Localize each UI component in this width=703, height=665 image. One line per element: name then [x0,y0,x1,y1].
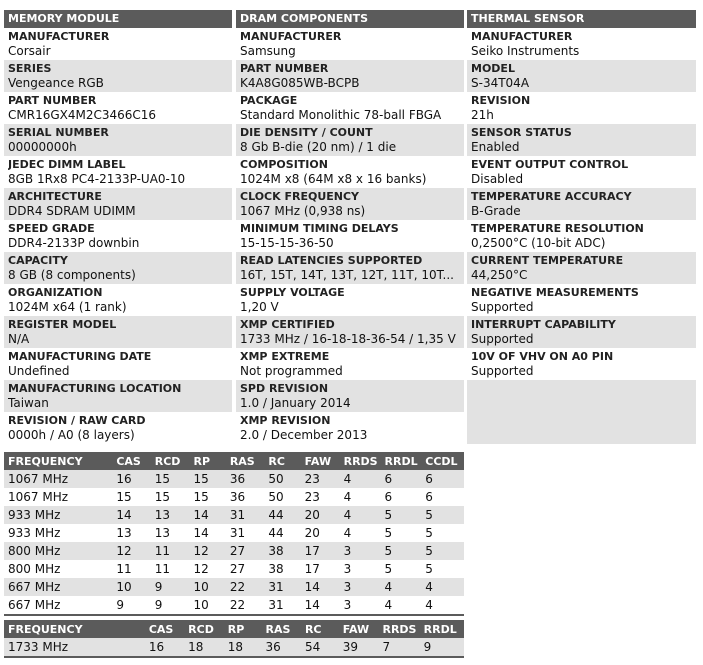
info-value: Taiwan [8,396,49,410]
info-cell [4,188,232,220]
info-label: TEMPERATURE RESOLUTION [471,222,644,235]
table-cell: 5 [381,542,422,560]
info-label: DIE DENSITY / COUNT [240,126,373,139]
table-cell: 15 [193,490,209,504]
info-value: 8GB 1Rx8 PC4-2133P-UA0-10 [8,172,186,186]
table-cell: 20 [304,526,320,540]
table-cell: 15 [189,470,225,488]
info-value: 8 GB (8 components) [8,268,136,282]
dram-components-header: DRAM COMPONENTS [236,10,464,28]
info-label: REVISION [471,94,531,107]
info-label: 10V OF VHV ON A0 PIN [471,350,614,363]
info-value: 1733 MHz / 16-18-18-36-54 / 1,35 V [240,332,456,346]
info-value: 44,250°C [471,268,528,282]
info-value: 1067 MHz (0,938 ns) [240,204,366,218]
info-cell [236,380,464,412]
table-cell: 22 [226,596,265,615]
info-cell [236,412,464,444]
info-label: SERIAL NUMBER [8,126,109,139]
table-cell: 6 [384,490,393,504]
info-label: EVENT OUTPUT CONTROL [471,158,629,171]
table-cell: 3 [340,596,381,615]
info-value: Supported [471,300,534,314]
table-cell: 31 [229,526,246,540]
info-label: MANUFACTURER [471,30,573,43]
info-cell [4,28,232,60]
table-cell: 23 [304,490,320,504]
column-header: CAS [145,620,184,638]
table-cell: 9 [151,578,190,596]
table-row [4,542,464,560]
info-label: CURRENT TEMPERATURE [471,254,624,267]
table-cell: 5 [421,506,464,524]
table-cell: 20 [301,506,340,524]
table-cell: 9 [151,596,190,615]
info-label: MODEL [471,62,515,75]
table-cell: 17 [301,542,340,560]
info-label: CAPACITY [8,254,68,267]
table-cell: 27 [226,542,265,560]
info-cell [467,124,696,156]
memory-module-header: MEMORY MODULE [4,10,232,28]
info-cell [4,156,232,188]
column-header: RC [264,452,300,470]
info-cell [4,380,232,412]
table-cell: 36 [226,470,265,488]
table-cell: 18 [224,638,262,657]
info-label: XMP REVISION [240,414,331,427]
table-cell: 15 [154,490,171,504]
thermal-empty-area [467,380,696,444]
info-value: Supported [471,332,534,346]
column-header: RAS [226,452,265,470]
info-label: SUPPLY VOLTAGE [240,286,345,299]
table-cell: 36 [229,490,246,504]
info-cell [4,412,232,444]
table-cell: 1733 MHz [4,638,145,657]
info-label: INTERRUPT CAPABILITY [471,318,616,331]
info-label: SERIES [8,62,52,75]
info-value: 1,20 V [240,300,279,314]
info-label: REGISTER MODEL [8,318,117,331]
table-cell: 50 [268,490,284,504]
info-value: 0,2500°C (10-bit ADC) [471,236,606,250]
info-value: S-34T04A [471,76,530,90]
table-cell: 5 [384,562,393,576]
info-label: NEGATIVE MEASUREMENTS [471,286,639,299]
table-cell: 12 [112,542,150,560]
info-label: MANUFACTURER [240,30,342,43]
info-cell [467,92,696,124]
info-label: READ LATENCIES SUPPORTED [240,254,423,267]
table-row [4,470,464,488]
table-cell: 4 [343,526,352,540]
table-cell: 4 [421,596,464,615]
table-cell: 16 [145,638,184,657]
info-cell [467,60,696,92]
table-cell: 4 [340,470,381,488]
table-cell: 10 [112,578,150,596]
info-cell [236,156,464,188]
info-cell [467,156,696,188]
table-cell: 13 [154,526,171,540]
info-cell [236,92,464,124]
info-value: 2.0 / December 2013 [240,428,368,442]
info-cell [4,284,232,316]
table-cell: 4 [340,506,381,524]
info-value: Seiko Instruments [471,44,580,58]
table-cell: 3 [340,578,381,596]
table-cell: 6 [421,470,464,488]
info-value: Supported [471,364,534,378]
thermal-sensor-header: THERMAL SENSOR [467,10,696,28]
table-cell: 10 [189,578,225,596]
table-row [4,596,464,615]
table-cell: 3 [340,542,381,560]
info-value: DDR4 SDRAM UDIMM [8,204,136,218]
info-cell [236,284,464,316]
table-cell: 11 [151,542,190,560]
column-header: RRDL [420,620,464,638]
info-value: 8 Gb B-die (20 nm) / 1 die [240,140,397,154]
info-value: 16T, 15T, 14T, 13T, 12T, 11T, 10T... [240,268,454,282]
table-cell: 38 [268,562,284,576]
info-label: JEDEC DIMM LABEL [8,158,126,171]
column-header: RCD [151,452,190,470]
table-cell: 54 [301,638,339,657]
memory-module-rows [4,28,232,444]
thermal-sensor-column [467,10,696,444]
table-cell: 31 [264,596,300,615]
table-cell: 12 [189,542,225,560]
table-cell: 38 [264,542,300,560]
info-label: MANUFACTURER [8,30,110,43]
info-cell [4,220,232,252]
jedec-timings-table [4,452,464,616]
info-label: PART NUMBER [8,94,97,107]
table-row [4,578,464,596]
table-cell: 31 [264,578,300,596]
info-label: MANUFACTURING LOCATION [8,382,182,395]
table-cell: 15 [116,490,132,504]
memory-module-column [4,10,232,444]
table-cell: 667 MHz [4,578,112,596]
info-cell [467,316,696,348]
info-value: 15-15-15-36-50 [240,236,334,250]
column-header: RRDS [378,620,419,638]
table-cell: 16 [112,470,150,488]
table-cell: 5 [384,526,393,540]
info-value: 21h [471,108,494,122]
table-cell: 44 [268,526,284,540]
table-cell: 933 MHz [8,526,61,540]
info-value: Corsair [8,44,51,58]
info-cell [4,252,232,284]
info-label: SPD REVISION [240,382,329,395]
info-cell [467,348,696,380]
info-value: Undefined [8,364,70,378]
info-cell [4,92,232,124]
info-value: Disabled [471,172,524,186]
info-value: 1024M x64 (1 rank) [8,300,127,314]
dram-components-column [236,10,464,444]
info-cell [4,316,232,348]
dram-components-rows [236,28,464,444]
table-row [4,524,464,542]
info-label: SENSOR STATUS [471,126,572,139]
info-label: MINIMUM TIMING DELAYS [240,222,399,235]
column-header: FREQUENCY [4,620,145,638]
table-cell: 15 [151,470,190,488]
column-header: RP [189,452,225,470]
table-cell: 800 MHz [4,542,112,560]
table-cell: 36 [262,638,301,657]
thermal-sensor-rows [467,28,696,380]
table-cell: 22 [226,578,265,596]
table-header-row [4,620,464,638]
info-cell [236,220,464,252]
info-value: 1.0 / January 2014 [240,396,351,410]
info-cell [236,60,464,92]
table-cell: 6 [425,490,433,504]
table-cell: 9 [112,596,150,615]
info-cell [467,284,696,316]
info-cell [236,348,464,380]
table-cell: 933 MHz [4,506,112,524]
table-cell: 14 [189,506,225,524]
info-label: CLOCK FREQUENCY [240,190,360,203]
info-value: Not programmed [240,364,343,378]
info-value: CMR16GX4M2C3466C16 [8,108,157,122]
table-cell: 27 [229,562,246,576]
info-label: XMP CERTIFIED [240,318,335,331]
table-cell: 44 [264,506,300,524]
info-label: XMP EXTREME [240,350,330,363]
table-row [4,638,464,657]
xmp-timings-table [4,620,464,658]
info-label: PACKAGE [240,94,298,107]
info-cell [467,28,696,60]
column-header: CCDL [421,452,464,470]
table-cell: 39 [339,638,379,657]
column-header: FAW [301,452,340,470]
table-cell: 5 [425,562,433,576]
info-label: COMPOSITION [240,158,328,171]
info-value: B-Grade [471,204,521,218]
column-header: RRDS [340,452,381,470]
table-cell: 13 [116,526,132,540]
info-value: 1024M x8 (64M x8 x 16 banks) [240,172,427,186]
info-value: Enabled [471,140,520,154]
column-header: RAS [262,620,301,638]
table-cell: 667 MHz [4,596,112,615]
column-header: RRDL [381,452,422,470]
table-cell: 5 [425,526,433,540]
table-row [4,488,464,506]
column-header: RCD [184,620,224,638]
table-cell: 4 [421,578,464,596]
info-value: Standard Monolithic 78-ball FBGA [240,108,442,122]
table-cell: 11 [154,562,171,576]
info-value: N/A [8,332,30,346]
table-cell: 3 [343,562,352,576]
table-cell: 6 [381,470,422,488]
info-value: Vengeance RGB [8,76,104,90]
table-cell: 1067 MHz [8,490,69,504]
info-cell [236,28,464,60]
table-cell: 14 [301,596,340,615]
table-cell: 4 [381,578,422,596]
info-label: ARCHITECTURE [8,190,102,203]
info-label: MANUFACTURING DATE [8,350,152,363]
info-value: DDR4-2133P downbin [8,236,140,250]
table-cell: 5 [421,542,464,560]
table-row [4,506,464,524]
info-label: PART NUMBER [240,62,329,75]
table-cell: 17 [304,562,320,576]
table-cell: 4 [381,596,422,615]
info-label: ORGANIZATION [8,286,103,299]
info-cell [236,316,464,348]
info-value: Samsung [240,44,296,58]
table-cell: 11 [116,562,132,576]
column-header: CAS [112,452,150,470]
table-cell: 9 [420,638,464,657]
table-cell: 10 [189,596,225,615]
info-cell [236,188,464,220]
info-cell [4,124,232,156]
info-cell [467,220,696,252]
table-cell: 14 [193,526,209,540]
table-header-row [4,452,464,470]
table-cell: 50 [264,470,300,488]
info-value: 00000000h [8,140,77,154]
table-row [4,560,464,578]
info-cell [467,252,696,284]
info-label: SPEED GRADE [8,222,95,235]
table-cell: 5 [381,506,422,524]
info-label: REVISION / RAW CARD [8,414,146,427]
table-cell: 13 [151,506,190,524]
info-cell [4,60,232,92]
info-value: 0000h / A0 (8 layers) [8,428,135,442]
table-cell: 800 MHz [8,562,61,576]
table-cell: 4 [343,490,352,504]
column-header: RC [301,620,339,638]
table-cell: 12 [193,562,209,576]
table-cell: 7 [378,638,419,657]
column-header: FAW [339,620,379,638]
column-header: RP [224,620,262,638]
info-cell [236,124,464,156]
table-cell: 18 [184,638,224,657]
info-cell [236,252,464,284]
table-cell: 23 [301,470,340,488]
table-cell: 31 [226,506,265,524]
column-header: FREQUENCY [4,452,112,470]
info-cell [4,348,232,380]
table-cell: 14 [112,506,150,524]
info-value: K4A8G085WB-BCPB [240,76,360,90]
table-cell: 1067 MHz [4,470,112,488]
table-cell: 14 [301,578,340,596]
info-label: TEMPERATURE ACCURACY [471,190,632,203]
info-cell [467,188,696,220]
